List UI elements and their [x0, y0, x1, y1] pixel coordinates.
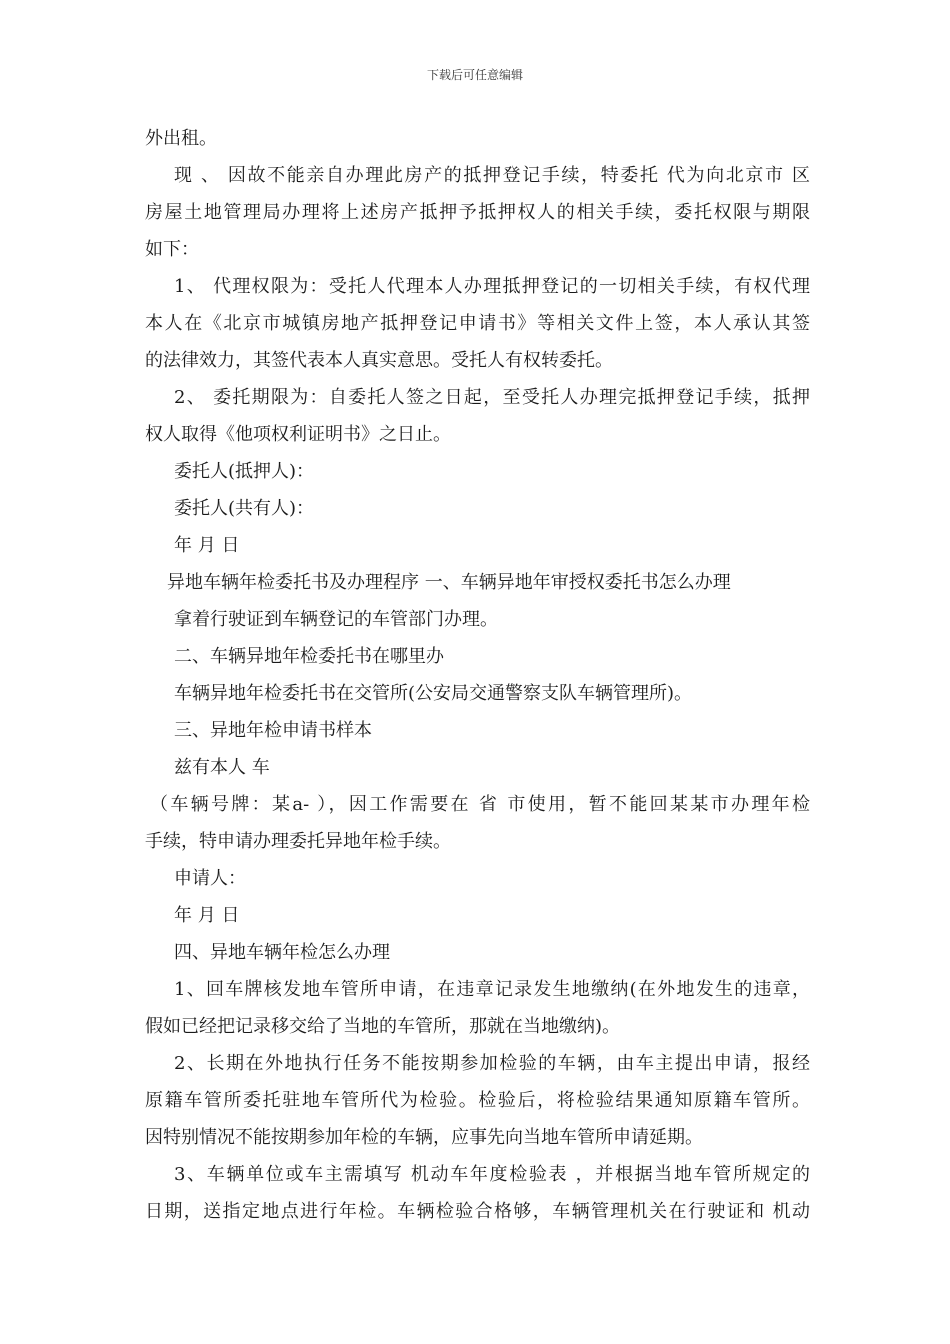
- text-line: 外出租。: [145, 128, 217, 149]
- text-line: （车辆号牌：某a- ），因工作需要在 省 市使用，暂不能回某某市办理年检: [150, 794, 810, 815]
- text-line: 年 月 日: [174, 535, 240, 556]
- text-line: 3、车辆单位或车主需填写 机动车年度检验表 ，并根据当地车管所规定的: [174, 1164, 810, 1185]
- text-line: 申请人：: [174, 868, 246, 889]
- page-header: 下载后可任意编辑: [426, 68, 523, 82]
- text-line: 2、长期在外地执行任务不能按期参加检验的车辆，由车主提出申请，报经: [174, 1053, 810, 1074]
- text-line: 权人取得《他项权利证明书》之日止。: [145, 424, 451, 445]
- text-line: 四、异地车辆年检怎么办理: [174, 942, 390, 963]
- text-line: 拿着行驶证到车辆登记的车管部门办理。: [174, 609, 498, 630]
- text-line: 的法律效力，其签代表本人真实意思。受托人有权转委托。: [145, 350, 613, 371]
- text-line: 年 月 日: [174, 905, 240, 926]
- text-line: 日期，送指定地点进行年检。车辆检验合格够，车辆管理机关在行驶证和 机动: [145, 1201, 810, 1222]
- text-line: 因特别情况不能按期参加年检的车辆，应事先向当地车管所申请延期。: [145, 1127, 703, 1148]
- text-line: 手续，特申请办理委托异地年检手续。: [145, 831, 451, 852]
- text-line: 车辆异地年检委托书在交管所(公安局交通警察支队车辆管理所)。: [174, 683, 693, 704]
- text-line: 房屋土地管理局办理将上述房产抵押予抵押权人的相关手续，委托权限与期限: [145, 202, 810, 223]
- text-line: 1、回车牌核发地车管所申请，在违章记录发生地缴纳(在外地发生的违章，: [174, 979, 810, 1000]
- document-body: [145, 120, 810, 1230]
- text-line: 1、 代理权限为：受托人代理本人办理抵押登记的一切相关手续，有权代理: [174, 276, 810, 297]
- text-line: 二、车辆异地年检委托书在哪里办: [174, 646, 444, 667]
- text-line: 原籍车管所委托驻地车管所代为检验。检验后，将检验结果通知原籍车管所。: [145, 1090, 810, 1111]
- text-line: 三、异地年检申请书样本: [174, 720, 372, 741]
- text-line: 委托人(共有人)：: [174, 498, 315, 519]
- text-line: 本人在《北京市城镇房地产抵押登记申请书》等相关文件上签，本人承认其签: [145, 313, 810, 334]
- text-line: 委托人(抵押人)：: [174, 461, 315, 482]
- text-line: 异地车辆年检委托书及办理程序 一、车辆异地年审授权委托书怎么办理: [167, 572, 731, 593]
- text-line: 如下：: [145, 239, 199, 260]
- text-line: 现 、 因故不能亲自办理此房产的抵押登记手续，特委托 代为向北京市 区: [174, 165, 810, 186]
- text-line: 假如已经把记录移交给了当地的车管所，那就在当地缴纳)。: [145, 1016, 621, 1037]
- text-line: 2、 委托期限为：自委托人签之日起，至受托人办理完抵押登记手续，抵押: [174, 387, 810, 408]
- text-line: 兹有本人 车: [174, 757, 270, 778]
